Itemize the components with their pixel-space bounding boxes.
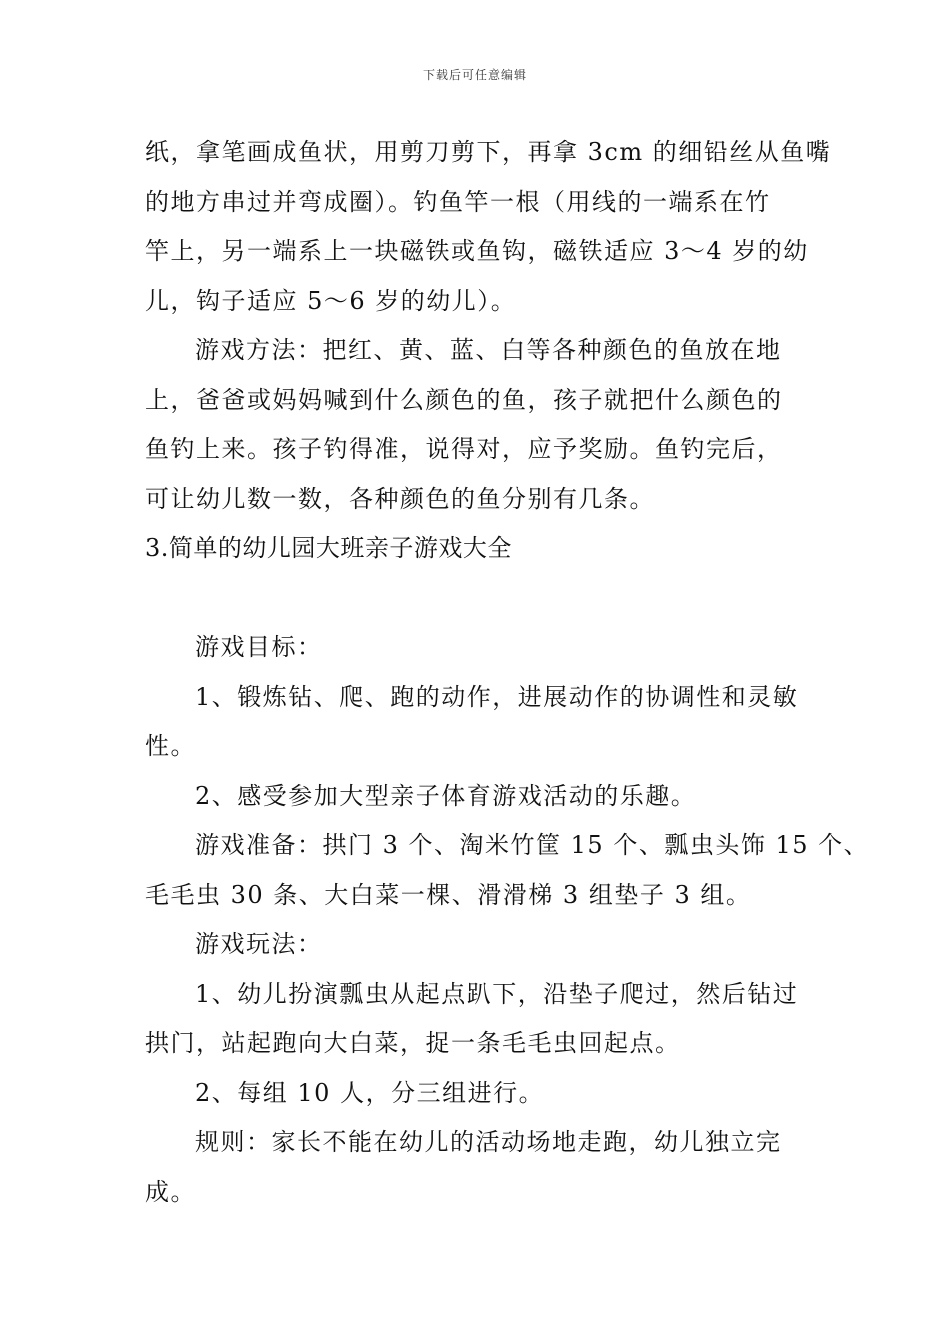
text-line: 性。 — [145, 732, 196, 760]
text-line: 纸，拿笔画成鱼状，用剪刀剪下，再拿 3cm 的细铅丝从鱼嘴 — [145, 138, 832, 166]
document-body — [145, 128, 870, 1217]
text-line: 上，爸爸或妈妈喊到什么颜色的鱼，孩子就把什么颜色的 — [145, 385, 783, 414]
paragraph-first-line: 1、幼儿扮演瓢虫从起点趴下，沿垫子爬过，然后钻过 — [195, 979, 799, 1008]
text-line: 拱门，站起跑向大白菜，捉一条毛毛虫回起点。 — [145, 1029, 681, 1057]
paragraph-first-line: 1、锻炼钻、爬、跑的动作，进展动作的协调性和灵敏 — [195, 682, 799, 711]
paragraph-first-line: 2、感受参加大型亲子体育游戏活动的乐趣。 — [195, 781, 697, 810]
paragraph-first-line: 2、每组 10 人，分三组进行。 — [195, 1078, 545, 1107]
text-line: 的地方串过并弯成圈）。钓鱼竿一根（用线的一端系在竹 — [145, 187, 771, 216]
text-line: 儿，钩子适应 5～6 岁的幼儿）。 — [145, 286, 517, 315]
paragraph-first-line: 游戏方法：把红、黄、蓝、白等各种颜色的鱼放在地 — [195, 336, 782, 364]
page-header-note: 下载后可任意编辑 — [422, 68, 527, 82]
blank-line — [145, 574, 810, 624]
text-line: 毛毛虫 30 条、大白菜一棵、滑滑梯 3 组垫子 3 组。 — [145, 880, 752, 909]
paragraph-first-line: 游戏准备：拱门 3 个、淘米竹筐 15 个、瓢虫头饰 15 个、 — [195, 831, 870, 859]
text-line: 鱼钓上来。孩子钓得准，说得对，应予奖励。鱼钓完后， — [145, 435, 783, 463]
text-line: 可让幼儿数一数，各种颜色的鱼分别有几条。 — [145, 484, 655, 513]
paragraph-first-line: 规则：家长不能在幼儿的活动场地走跑，幼儿独立完 — [195, 1128, 782, 1156]
text-line: 成。 — [145, 1177, 196, 1206]
section-heading: 3.简单的幼儿园大班亲子游戏大全 — [145, 534, 512, 562]
paragraph-first-line: 游戏目标： — [195, 633, 323, 661]
paragraph-first-line: 游戏玩法： — [195, 930, 323, 958]
text-line: 竿上，另一端系上一块磁铁或鱼钩，磁铁适应 3～4 岁的幼 — [145, 237, 809, 265]
